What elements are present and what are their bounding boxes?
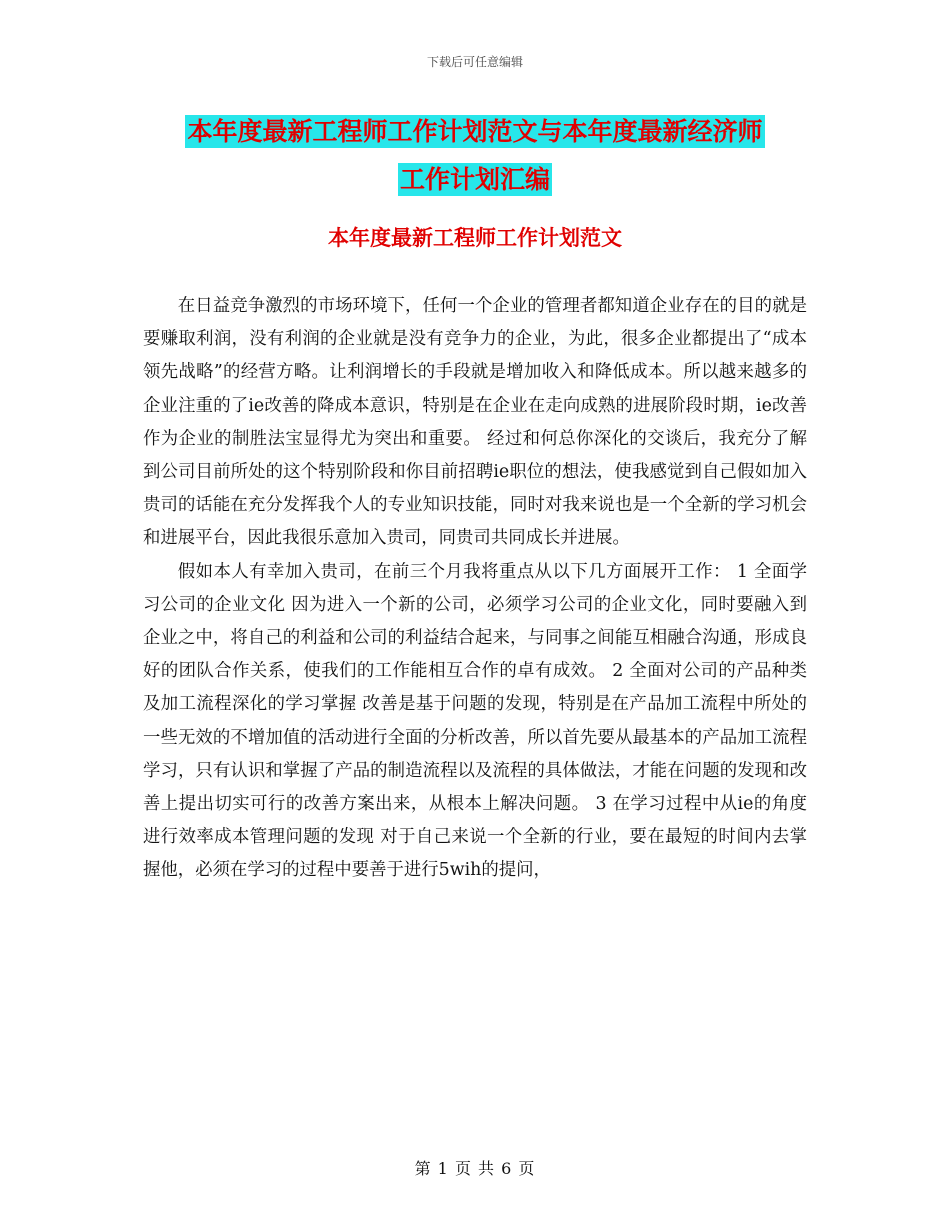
page-footer: 第 1 页 共 6 页 [414, 1159, 536, 1178]
document-title-line-1: 本年度最新工程师工作计划范文与本年度最新经济师 [187, 117, 763, 146]
paragraph: 假如本人有幸加入贵司，在前三个月我将重点从以下几方面展开工作： 1 全面学习公司的企业文化 因为进入一个新的公司，必须学习公司的企业文化，同时要融入到企业之中，将自己的利益和公司的利益结合起来，与同事之间能互相融合沟通，形成良好的团队合作关系，使我们的工作能相互合作的卓有成效。 2 全面对公司的产品种类及加工流程深化的学习掌握 改善是基于问题的发现，特别是在产品加工流程中所处的一些无效的不增加值的活动进行全面的分析改善，所以首先要从最基本的产品加工流程学习，只有认识和掌握了产品的制造流程以及流程的具体做法，才能在问题的发现和改善上提出切实可行的改善方案出来，从根本上解决问题。 3 在学习过程中从ie的角度进行效率成本管理问题的发现 对于自己来说一个全新的行业，要在最短的时间内去掌握他，必须在学习的过程中要善于进行5wih的提问， [143, 561, 807, 881]
header-note: 下载后可任意编辑 [426, 55, 523, 69]
document-title-line-2: 工作计划汇编 [399, 165, 550, 194]
paragraph: 在日益竞争激烈的市场环境下，任何一个企业的管理者都知道企业存在的目的就是要赚取利润，没有利润的企业就是没有竞争力的企业，为此，很多企业都提出了“成本领先战略”的经营方略。让利润增长的手段就是增加收入和降低成本。所以越来越多的企业注重的了ie改善的降成本意识，特别是在企业在走向成熟的进展阶段时期，ie改善作为企业的制胜法宝显得尤为突出和重要。 经过和何总你深化的交谈后，我充分了解到公司目前所处的这个特别阶段和你目前招聘ie职位的想法，使我感觉到自己假如加入贵司的话能在充分发挥我个人的专业知识技能，同时对我来说也是一个全新的学习机会和进展平台，因此我很乐意加入贵司，同贵司共同成长并进展。 [143, 296, 807, 549]
document-title [150, 108, 800, 204]
section-title: 本年度最新工程师工作计划范文 [328, 226, 622, 250]
body-text [143, 290, 807, 888]
